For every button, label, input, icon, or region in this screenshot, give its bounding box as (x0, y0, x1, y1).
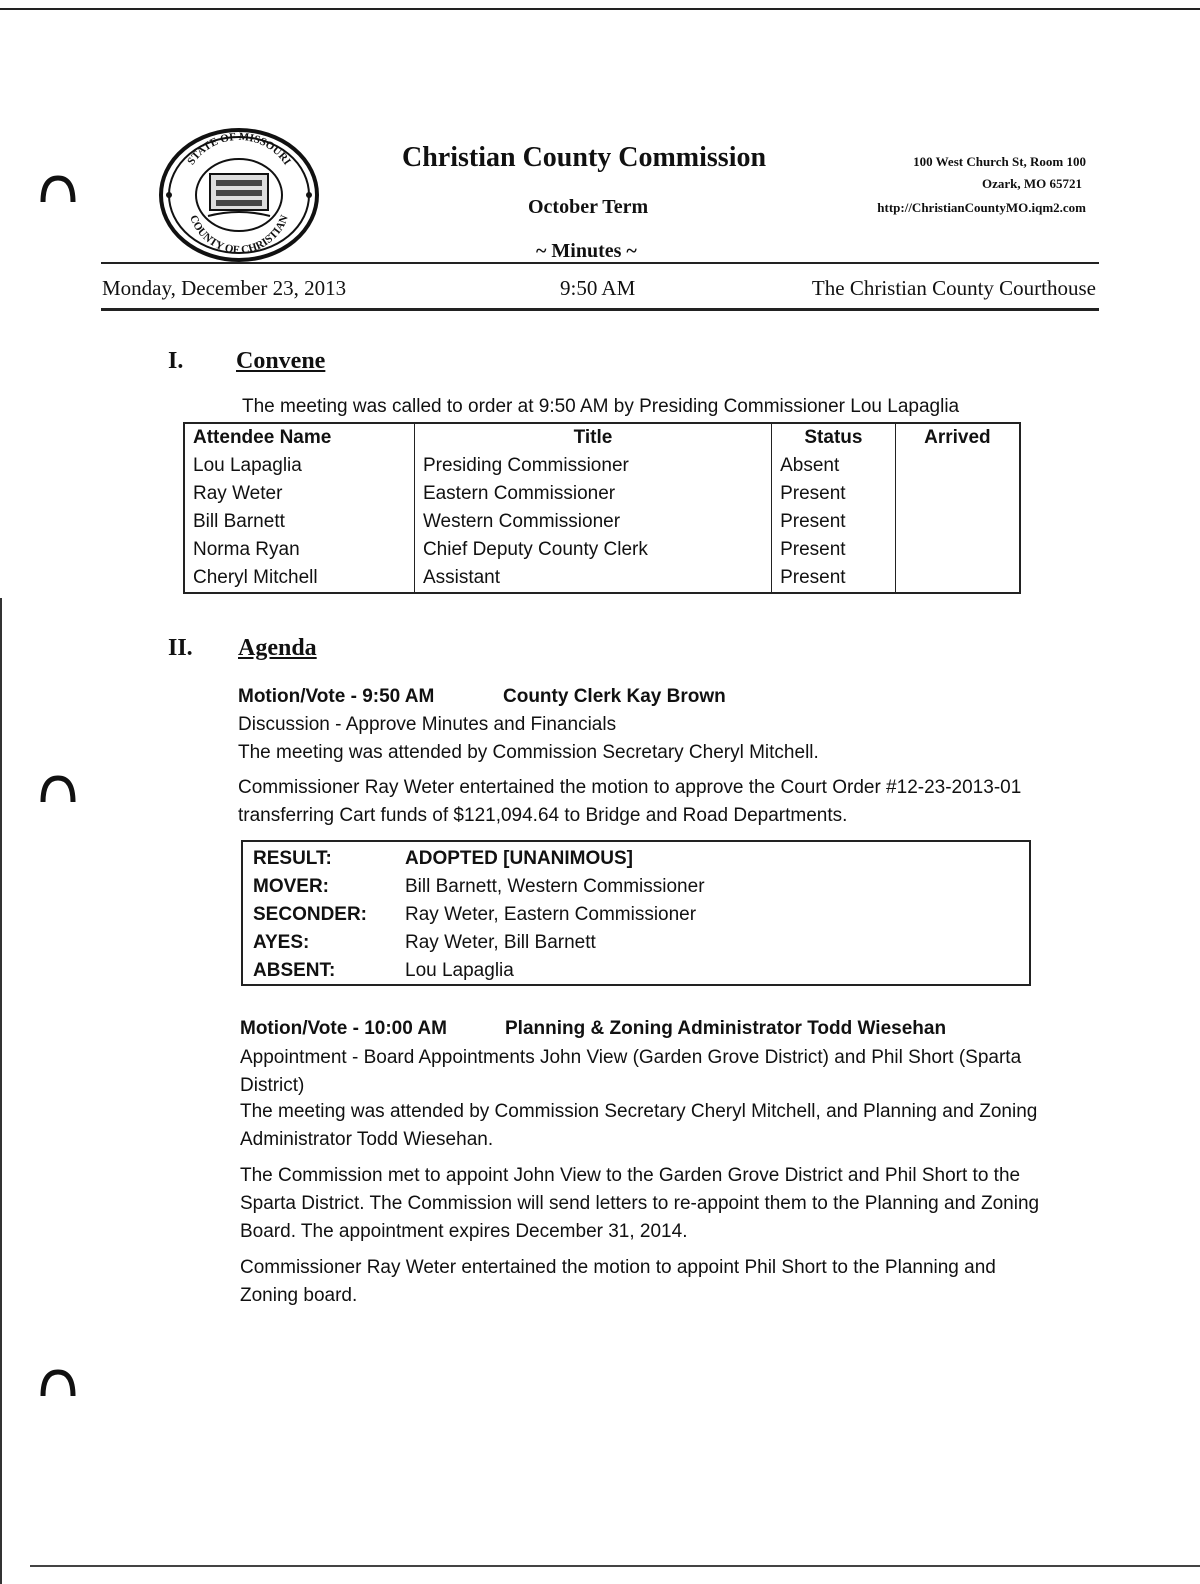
column-header: Arrived (895, 423, 1020, 452)
attendee-arrived (895, 564, 1020, 593)
attendee-name: Cheryl Mitchell (193, 567, 318, 588)
scan-top-edge (0, 8, 1200, 10)
meeting-time: 9:50 AM (560, 276, 636, 300)
mover-row (253, 876, 705, 898)
term-label: October Term (528, 196, 649, 218)
meeting-location: The Christian County Courthouse (811, 276, 1096, 300)
attendance-note: The meeting was attended by Commission Secretary Cheryl Mitchell. (238, 742, 819, 763)
motion-presenter: County Clerk Kay Brown (503, 686, 726, 707)
attendee-title: Chief Deputy County Clerk (414, 536, 771, 564)
motion-text: Commissioner Ray Weter entertained the motion to approve the Court Order #12-23-2013-01 transferring Cart funds of $121,094.64 to Bridge and Road Departments. (238, 777, 1022, 826)
table-header-row (184, 423, 1020, 452)
motion-time: 9:50 AM (362, 686, 435, 707)
table-row (184, 480, 1020, 508)
motion-label: Motion/Vote - (240, 1018, 365, 1039)
motion-time: 10:00 AM (364, 1018, 447, 1039)
table-row (184, 508, 1020, 536)
motion-vote-label (238, 686, 434, 708)
section-title: Agenda (238, 635, 317, 661)
seconder-value: Ray Weter, Eastern Commissioner (405, 904, 697, 925)
county-seal-icon (158, 128, 320, 263)
minutes-label: ~ Minutes ~ (536, 240, 637, 262)
attendee-arrived (895, 480, 1020, 508)
attendee-name: Norma Ryan (193, 539, 300, 560)
column-header: Status (772, 423, 896, 452)
ayes-value: Ray Weter, Bill Barnett (405, 932, 596, 953)
mover-label: MOVER: (253, 876, 329, 897)
attendee-name: Bill Barnett (193, 511, 285, 532)
document-title: Christian County Commission (402, 142, 767, 173)
absent-value: Lou Lapaglia (405, 960, 514, 981)
section-number: II. (168, 635, 193, 661)
discussion-label: Discussion - (238, 714, 346, 735)
seconder-row (253, 904, 696, 926)
attendee-status: Present (772, 564, 896, 593)
appointment-line (240, 1044, 1040, 1100)
attendee-title: Western Commissioner (414, 508, 771, 536)
absent-row (253, 960, 514, 982)
punch-hole-icon (40, 172, 76, 208)
attendee-status: Present (772, 536, 896, 564)
appointment-body: The Commission met to appoint John View to the Garden Grove District and Phil Short to the Sparta District. The Commission will send letters to re-appoint them to the Planning and Zoning Board. The appointment expires December 31, 2014. (240, 1165, 1040, 1242)
section-number: I. (168, 348, 184, 374)
scan-left-edge (0, 598, 2, 1584)
attendee-title: Presiding Commissioner (414, 452, 771, 480)
attendee-title: Assistant (414, 564, 771, 593)
ayes-label: AYES: (253, 932, 310, 953)
website-link[interactable]: http://ChristianCountyMO.iqm2.com (877, 200, 1086, 215)
table-row (184, 564, 1020, 593)
motion-text: Commissioner Ray Weter entertained the motion to appoint Phil Short to the Planning and Zoning board. (240, 1257, 996, 1306)
vote-result-box (241, 840, 1031, 986)
svg-text:STATE OF MISSOURI: STATE OF MISSOURI (185, 130, 293, 168)
scan-bottom-edge (30, 1565, 1200, 1567)
motion-label: Motion/Vote - (238, 686, 363, 707)
header-rule-top (101, 262, 1099, 264)
attendee-status: Present (772, 508, 896, 536)
address-line-1: 100 West Church St, Room 100 (913, 154, 1086, 169)
attendee-title: Eastern Commissioner (414, 480, 771, 508)
result-row (253, 848, 633, 870)
appointment-text: Board Appointments John View (Garden Grove District) and Phil Short (Sparta District) (240, 1047, 1022, 1096)
attendee-arrived (895, 508, 1020, 536)
called-to-order-text: The meeting was called to order at 9:50 AM by Presiding Commissioner Lou Lapaglia (242, 396, 960, 417)
attendee-status: Absent (772, 452, 896, 480)
column-header: Title (414, 423, 771, 452)
motion-vote-label (240, 1018, 447, 1040)
meeting-date: Monday, December 23, 2013 (102, 276, 347, 300)
address-line-2: Ozark, MO 65721 (981, 176, 1082, 191)
attendee-arrived (895, 452, 1020, 480)
ayes-row (253, 932, 596, 954)
punch-hole-icon (40, 1366, 76, 1402)
table-row (184, 536, 1020, 564)
attendance-note: The meeting was attended by Commission Secretary Cheryl Mitchell, and Planning and Zoning Administrator Todd Wiesehan. (240, 1101, 1038, 1150)
table-row (184, 452, 1020, 480)
attendee-arrived (895, 536, 1020, 564)
appointment-label: Appointment - (240, 1047, 364, 1068)
attendee-table (183, 422, 1021, 594)
section-title: Convene (236, 348, 326, 374)
absent-label: ABSENT: (253, 960, 336, 981)
motion-presenter: Planning & Zoning Administrator Todd Wiesehan (505, 1018, 947, 1039)
attendee-status: Present (772, 480, 896, 508)
attendee-name: Lou Lapaglia (193, 455, 302, 476)
column-header: Attendee Name (193, 427, 332, 448)
result-value: ADOPTED [UNANIMOUS] (405, 848, 633, 869)
discussion-text: Approve Minutes and Financials (345, 714, 617, 735)
mover-value: Bill Barnett, Western Commissioner (405, 876, 705, 897)
discussion-line (238, 714, 616, 736)
attendee-name: Ray Weter (193, 483, 283, 504)
header-rule-bottom (101, 308, 1099, 311)
svg-text:COUNTY OF CHRISTIAN: COUNTY OF CHRISTIAN (187, 213, 291, 257)
punch-hole-icon (40, 772, 76, 808)
seconder-label: SECONDER: (253, 904, 368, 925)
result-label: RESULT: (253, 848, 332, 869)
